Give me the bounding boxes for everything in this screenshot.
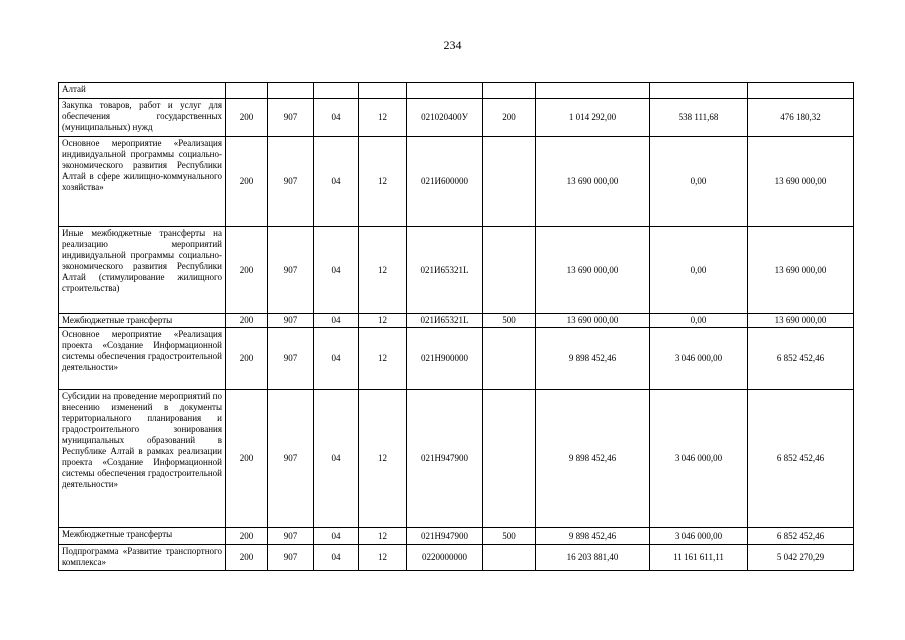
cell-vr [483,545,536,571]
cell-c1: 200 [226,314,268,328]
cell-sum2: 0,00 [650,137,748,227]
cell-sum1: 1 014 292,00 [536,99,650,137]
cell-vr: 500 [483,314,536,328]
table-row [59,528,854,545]
cell-c2: 907 [268,328,314,390]
cell-c3: 04 [314,390,359,528]
cell-c4: 12 [359,137,407,227]
cell-c4: 12 [359,328,407,390]
cell-c1: 200 [226,528,268,545]
cell-vr [483,137,536,227]
cell-sum3: 13 690 000,00 [748,314,854,328]
page-number: 234 [443,38,462,52]
cell-c3 [314,83,359,99]
cell-sum3: 6 852 452,46 [748,528,854,545]
cell-sum2: 0,00 [650,314,748,328]
row-name: Алтай [59,83,226,99]
table-row [59,390,854,528]
cell-sum1: 16 203 881,40 [536,545,650,571]
cell-c2: 907 [268,390,314,528]
cell-sum2: 0,00 [650,227,748,314]
cell-code: 021И65321L [407,314,483,328]
cell-c1: 200 [226,328,268,390]
cell-c2: 907 [268,314,314,328]
cell-sum1: 13 690 000,00 [536,227,650,314]
cell-sum3: 6 852 452,46 [748,390,854,528]
cell-code: 021Н947900 [407,390,483,528]
table-row [59,99,854,137]
table-row [59,137,854,227]
table-row [59,314,854,328]
cell-sum3: 476 180,32 [748,99,854,137]
row-name: Межбюджетные трансферты [59,314,226,328]
cell-c1 [226,83,268,99]
cell-c2 [268,83,314,99]
cell-c1: 200 [226,99,268,137]
row-name: Иные межбюджетные трансферты на реализацию мероприятий индивидуальной программы социально-экономического развития Республики Алтай (стимулирование жилищного строительства) [59,227,226,314]
cell-sum2: 538 111,68 [650,99,748,137]
cell-vr: 500 [483,528,536,545]
cell-sum2 [650,83,748,99]
table-row [59,328,854,390]
cell-code: 0220000000 [407,545,483,571]
table-row [59,83,854,99]
cell-c4: 12 [359,314,407,328]
cell-c4 [359,83,407,99]
row-name: Межбюджетные трансферты [59,528,226,545]
cell-vr [483,227,536,314]
cell-c3: 04 [314,227,359,314]
cell-sum2: 11 161 611,11 [650,545,748,571]
budget-table [58,82,854,571]
cell-c4: 12 [359,99,407,137]
cell-sum1 [536,83,650,99]
cell-c1: 200 [226,137,268,227]
cell-code [407,83,483,99]
cell-sum2: 3 046 000,00 [650,528,748,545]
cell-sum1: 9 898 452,46 [536,528,650,545]
cell-c2: 907 [268,137,314,227]
cell-sum3 [748,83,854,99]
row-name: Основное мероприятие «Реализация проекта «Создание Информационной системы обеспечения градостроительной деятельности» [59,328,226,390]
row-name: Подпрограмма «Развитие транспортного комплекса» [59,545,226,571]
cell-c3: 04 [314,528,359,545]
cell-code: 021020400У [407,99,483,137]
cell-c3: 04 [314,137,359,227]
cell-vr [483,83,536,99]
cell-code: 021Н947900 [407,528,483,545]
cell-c2: 907 [268,545,314,571]
cell-sum2: 3 046 000,00 [650,390,748,528]
cell-c1: 200 [226,545,268,571]
cell-c2: 907 [268,227,314,314]
cell-sum1: 9 898 452,46 [536,390,650,528]
cell-c3: 04 [314,328,359,390]
cell-sum2: 3 046 000,00 [650,328,748,390]
cell-c1: 200 [226,390,268,528]
cell-code: 021И65321L [407,227,483,314]
cell-vr [483,390,536,528]
table-row [59,227,854,314]
cell-c3: 04 [314,99,359,137]
cell-c4: 12 [359,528,407,545]
cell-c2: 907 [268,99,314,137]
cell-code: 021Н900000 [407,328,483,390]
cell-vr [483,328,536,390]
cell-c3: 04 [314,545,359,571]
cell-c3: 04 [314,314,359,328]
cell-sum3: 5 042 270,29 [748,545,854,571]
row-name: Закупка товаров, работ и услуг для обеспечения государственных (муниципальных) нужд [59,99,226,137]
cell-sum3: 13 690 000,00 [748,227,854,314]
cell-sum3: 13 690 000,00 [748,137,854,227]
row-name: Субсидии на проведение мероприятий по внесению изменений в документы территориального планирования и градостроительного зонирования муниципальных образований в Республике Алтай в рамках реализации проекта «Создание Информационной системы обеспечения градостроительной деятельности» [59,390,226,528]
cell-c2: 907 [268,528,314,545]
cell-c4: 12 [359,545,407,571]
cell-sum3: 6 852 452,46 [748,328,854,390]
cell-vr: 200 [483,99,536,137]
cell-c1: 200 [226,227,268,314]
cell-c4: 12 [359,390,407,528]
cell-c4: 12 [359,227,407,314]
cell-code: 021И600000 [407,137,483,227]
cell-sum1: 13 690 000,00 [536,314,650,328]
row-name: Основное мероприятие «Реализация индивидуальной программы социально-экономического развития Республики Алтай в сфере жилищно-коммунального хозяйства» [59,137,226,227]
table-row [59,545,854,571]
cell-sum1: 9 898 452,46 [536,328,650,390]
cell-sum1: 13 690 000,00 [536,137,650,227]
